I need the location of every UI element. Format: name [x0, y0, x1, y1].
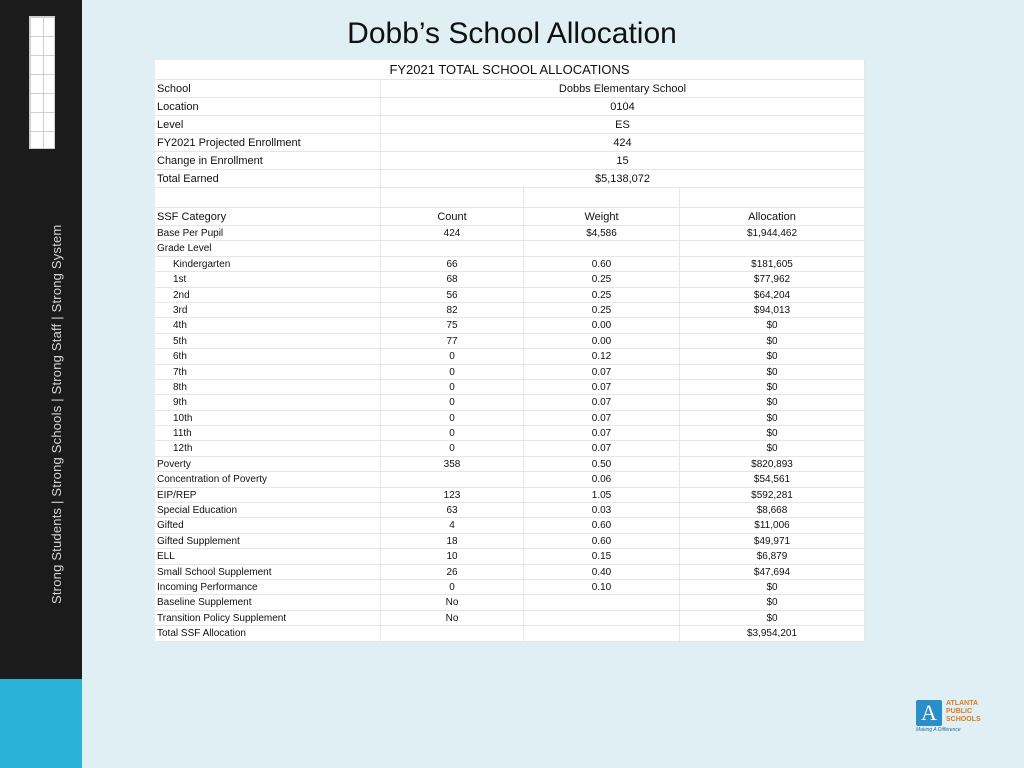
row-allocation: $6,879 [680, 549, 865, 564]
table-row [155, 565, 865, 580]
table-row [155, 411, 865, 426]
row-weight [524, 241, 680, 256]
col-header-category: SSF Category [155, 208, 381, 226]
table-row [155, 318, 865, 333]
row-weight: 0.03 [524, 503, 680, 518]
info-row [155, 116, 865, 134]
row-category: 1st [155, 272, 381, 287]
row-allocation: $64,204 [680, 288, 865, 303]
row-allocation: $0 [680, 426, 865, 441]
page-title: Dobb’s School Allocation [347, 17, 677, 50]
row-weight: 0.06 [524, 472, 680, 487]
table-row [155, 257, 865, 272]
row-allocation: $592,281 [680, 488, 865, 503]
row-allocation: $0 [680, 411, 865, 426]
col-header-allocation: Allocation [680, 208, 865, 226]
info-row [155, 80, 865, 98]
row-count: 68 [381, 272, 524, 287]
table-row [155, 303, 865, 318]
row-allocation [680, 241, 865, 256]
info-label: Total Earned [155, 170, 381, 188]
row-allocation: $0 [680, 365, 865, 380]
row-weight [524, 595, 680, 610]
logo-text: ATLANTA PUBLIC SCHOOLS [946, 700, 981, 723]
row-weight: 0.25 [524, 288, 680, 303]
row-allocation: $0 [680, 349, 865, 364]
row-category: Gifted [155, 518, 381, 533]
col-header-weight: Weight [524, 208, 680, 226]
info-label: School [155, 80, 381, 98]
row-category: 3rd [155, 303, 381, 318]
column-header-row [155, 208, 865, 226]
logo-tagline: Making A Difference [916, 727, 961, 733]
info-value: Dobbs Elementary School [381, 80, 865, 98]
table-row [155, 241, 865, 256]
row-weight [524, 611, 680, 626]
row-weight: 0.10 [524, 580, 680, 595]
row-category: Gifted Supplement [155, 534, 381, 549]
table-row [155, 457, 865, 472]
table-row [155, 472, 865, 487]
info-row [155, 152, 865, 170]
logo-mark-icon: A [916, 700, 942, 726]
row-weight: 0.60 [524, 534, 680, 549]
row-allocation: $0 [680, 380, 865, 395]
row-category: Kindergarten [155, 257, 381, 272]
row-allocation: $0 [680, 318, 865, 333]
info-row [155, 134, 865, 152]
row-count: 0 [381, 395, 524, 410]
row-allocation: $0 [680, 334, 865, 349]
table-row [155, 488, 865, 503]
row-count: 0 [381, 365, 524, 380]
row-category: Total SSF Allocation [155, 626, 381, 641]
row-count [381, 472, 524, 487]
row-category: Small School Supplement [155, 565, 381, 580]
allocation-table [155, 60, 865, 642]
row-count: 0 [381, 441, 524, 456]
info-label: Change in Enrollment [155, 152, 381, 170]
row-allocation: $1,944,462 [680, 226, 865, 241]
row-count: 0 [381, 411, 524, 426]
row-weight: 0.07 [524, 411, 680, 426]
row-weight: 0.40 [524, 565, 680, 580]
row-allocation: $181,605 [680, 257, 865, 272]
row-category: 9th [155, 395, 381, 410]
row-category: 12th [155, 441, 381, 456]
info-value: 424 [381, 134, 865, 152]
row-weight: 1.05 [524, 488, 680, 503]
row-allocation: $820,893 [680, 457, 865, 472]
row-weight: 0.07 [524, 365, 680, 380]
row-category: Incoming Performance [155, 580, 381, 595]
row-allocation: $94,013 [680, 303, 865, 318]
row-weight: 0.60 [524, 257, 680, 272]
row-category: Baseline Supplement [155, 595, 381, 610]
info-value: ES [381, 116, 865, 134]
row-weight: 0.00 [524, 334, 680, 349]
row-allocation: $54,561 [680, 472, 865, 487]
row-weight: 0.25 [524, 303, 680, 318]
row-allocation: $3,954,201 [680, 626, 865, 641]
row-category: 10th [155, 411, 381, 426]
row-allocation: $47,694 [680, 565, 865, 580]
row-weight: 0.12 [524, 349, 680, 364]
row-count: 56 [381, 288, 524, 303]
row-count: 0 [381, 426, 524, 441]
row-count: No [381, 595, 524, 610]
row-allocation: $0 [680, 611, 865, 626]
row-count: 0 [381, 349, 524, 364]
row-count: 75 [381, 318, 524, 333]
table-row [155, 503, 865, 518]
row-allocation: $11,006 [680, 518, 865, 533]
row-category: Special Education [155, 503, 381, 518]
row-category: 11th [155, 426, 381, 441]
table-row [155, 441, 865, 456]
table-row [155, 426, 865, 441]
table-row [155, 534, 865, 549]
row-count: 358 [381, 457, 524, 472]
row-allocation: $0 [680, 580, 865, 595]
sidebar-tagline: Strong Students | Strong Schools | Strong Staff | Strong System [49, 224, 64, 604]
row-category: 2nd [155, 288, 381, 303]
row-count: 18 [381, 534, 524, 549]
row-category: 7th [155, 365, 381, 380]
row-allocation: $0 [680, 441, 865, 456]
row-count: 0 [381, 580, 524, 595]
table-header-row [155, 60, 865, 80]
row-count [381, 626, 524, 641]
row-category: ELL [155, 549, 381, 564]
row-weight: 0.07 [524, 426, 680, 441]
row-allocation: $49,971 [680, 534, 865, 549]
info-value: 15 [381, 152, 865, 170]
info-row [155, 170, 865, 188]
table-row [155, 380, 865, 395]
row-weight: 0.15 [524, 549, 680, 564]
row-count: No [381, 611, 524, 626]
row-count: 424 [381, 226, 524, 241]
row-category: Concentration of Poverty [155, 472, 381, 487]
row-weight: 0.25 [524, 272, 680, 287]
row-weight: 0.50 [524, 457, 680, 472]
table-header: FY2021 TOTAL SCHOOL ALLOCATIONS [155, 60, 865, 80]
table-row [155, 288, 865, 303]
row-weight [524, 626, 680, 641]
row-category: 4th [155, 318, 381, 333]
table-row [155, 626, 865, 641]
col-header-count: Count [381, 208, 524, 226]
row-category: Grade Level [155, 241, 381, 256]
info-label: Level [155, 116, 381, 134]
table-row [155, 226, 865, 241]
table-row [155, 580, 865, 595]
table-row [155, 349, 865, 364]
grid-decoration [29, 16, 55, 149]
row-count: 123 [381, 488, 524, 503]
row-count: 77 [381, 334, 524, 349]
row-weight: 0.07 [524, 395, 680, 410]
row-category: Base Per Pupil [155, 226, 381, 241]
row-weight: $4,586 [524, 226, 680, 241]
row-count: 0 [381, 380, 524, 395]
table-row [155, 395, 865, 410]
row-allocation: $0 [680, 395, 865, 410]
table-row [155, 334, 865, 349]
row-allocation: $77,962 [680, 272, 865, 287]
row-count: 63 [381, 503, 524, 518]
row-allocation: $8,668 [680, 503, 865, 518]
row-count: 26 [381, 565, 524, 580]
table-row [155, 595, 865, 610]
row-weight: 0.07 [524, 441, 680, 456]
row-category: Poverty [155, 457, 381, 472]
row-category: Transition Policy Supplement [155, 611, 381, 626]
row-category: 5th [155, 334, 381, 349]
table-row [155, 365, 865, 380]
table-row [155, 272, 865, 287]
row-weight: 0.00 [524, 318, 680, 333]
table-row [155, 549, 865, 564]
info-value: 0104 [381, 98, 865, 116]
table-row [155, 611, 865, 626]
row-weight: 0.60 [524, 518, 680, 533]
row-category: 6th [155, 349, 381, 364]
row-count: 82 [381, 303, 524, 318]
info-label: Location [155, 98, 381, 116]
row-allocation: $0 [680, 595, 865, 610]
row-count: 4 [381, 518, 524, 533]
sidebar [0, 0, 82, 768]
info-value: $5,138,072 [381, 170, 865, 188]
row-count [381, 241, 524, 256]
table-row [155, 518, 865, 533]
spacer-row [155, 188, 865, 208]
row-count: 10 [381, 549, 524, 564]
info-row [155, 98, 865, 116]
aps-logo [916, 700, 986, 734]
info-label: FY2021 Projected Enrollment [155, 134, 381, 152]
row-weight: 0.07 [524, 380, 680, 395]
row-category: EIP/REP [155, 488, 381, 503]
row-category: 8th [155, 380, 381, 395]
sidebar-accent-block [0, 679, 82, 768]
row-count: 66 [381, 257, 524, 272]
